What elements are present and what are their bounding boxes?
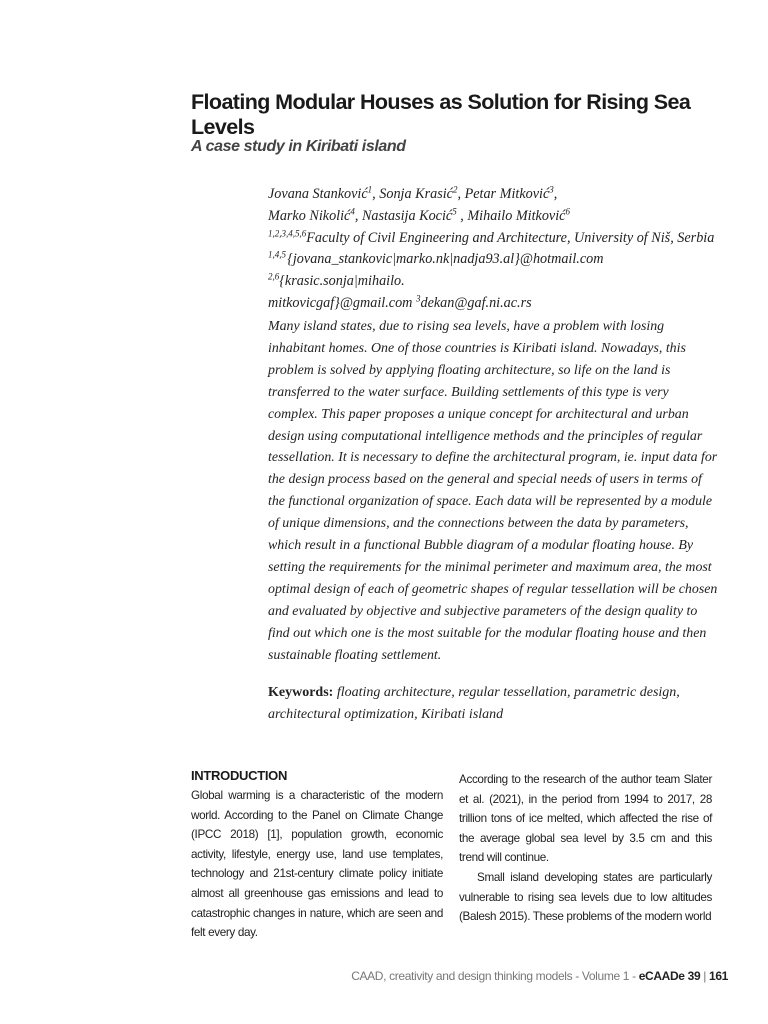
author-sep: , [457,186,465,202]
paragraph: Small island developing states are particularly vulnerable to rising sea levels due to low altitudes (Balesh 2015). These problems of the modern world [459,870,712,924]
author-name: Sonja Krasić [379,186,453,202]
author-sep: , [553,186,558,202]
affiliation-sup: 1,2,3,4,5,6 [268,227,307,238]
paper-title: Floating Modular Houses as Solution for Rising Sea Levels [191,90,691,139]
author-name: Marko Nikolić [268,207,351,224]
author-sup: 5 [452,206,457,217]
page-footer [351,969,728,983]
footer-brand: eCAADe 39 [638,969,701,983]
email-text: {jovana_stankovic|marko.nk|nadja93.al}@hotmail.com [287,251,604,268]
author-sup: 1 [367,184,373,195]
left-column [191,766,443,943]
email-sup: 1,4,5 [268,249,286,260]
email-text: dekan@gaf.ni.ac.rs [420,294,532,311]
author-name: Petar Mitković [464,186,550,202]
email-text: mitkovicgaf}@gmail.com [268,294,413,311]
author-line-2 [268,206,738,228]
author-sep: , [456,207,468,224]
author-block [268,184,738,315]
email-sup: 2,6 [268,271,280,282]
affiliation-text: Faculty of Civil Engineering and Architecture, University of Niš, Serbia [306,229,715,246]
footer-series: CAAD, creativity and design thinking models - Volume 1 - [351,969,639,983]
author-line-1 [268,184,738,206]
right-column [459,770,712,927]
author-name: Jovana Stanković [268,186,368,202]
author-sup: 4 [350,206,355,217]
keywords [268,682,718,726]
author-sup: 2 [452,184,458,195]
paragraph: According to the research of the author team Slater et al. (2021), in the period from 1994 to 2017, 28 trillion tons of ice melted, which affected the rise of the average global sea level by 3.5 cm and this trend will continue. [459,773,712,865]
section-heading-introduction: INTRODUCTION [191,768,288,783]
author-sup: 6 [565,206,570,217]
abstract: Many island states, due to rising sea levels, have a problem with losing inhabitant homes. One of those countries is Kiribati island. Nowadays, this problem is solved by applying floating architecture, so life on the land is transferred to the water surface. Building settlements of this type is very complex. This paper proposes a unique concept for architectural and urban design using computational intelligence methods and the principles of regular tessellation. It is necessary to define the architectural program, ie. input data for the design process based on the general and special needs of users in terms of the functional organization of space. Each data will be represented by a module of unique dimensions, and the connections between the data by parameters, which result in a functional Bubble diagram of a modular floating house. By setting the requirements for the minimal perimeter and maximum area, the most optimal design of each of geometric shapes of regular tessellation will be chosen and evaluated by objective and subjective parameters of the design quality to find out which one is the most suitable for the modular floating house and then sustainable floating settlement. [268,319,718,663]
author-name: Nastasija Kocić [361,207,453,224]
affiliation [268,228,738,250]
footer-separator: | [700,969,710,983]
author-sep: , [372,186,380,202]
keywords-text: floating architecture, regular tessellation, parametric design, architectural optimization, Kiribati island [268,685,680,722]
paragraph: Global warming is a characteristic of the modern world. According to the Panel on Climate Change (IPCC 2018) [1], population growth, economic activity, lifestyle, energy use, land use templates, technology and 21st-century climate policy initiate almost all greenhouse gas emissions and lead to catastrophic changes in nature, which are seen and felt every day. [191,789,443,940]
email-sup: 3 [415,293,421,304]
author-sup: 3 [549,184,554,195]
author-name: Mihailo Mitković [467,207,566,224]
email-line-1 [268,249,738,293]
page-number: 161 [709,969,728,983]
email-text: {krasic.sonja|mihailo. [279,273,405,290]
author-sep: , [354,207,362,224]
paper-subtitle: A case study in Kiribati island [191,138,406,155]
keywords-label: Keywords: [268,685,334,700]
email-line-2 [268,293,738,315]
